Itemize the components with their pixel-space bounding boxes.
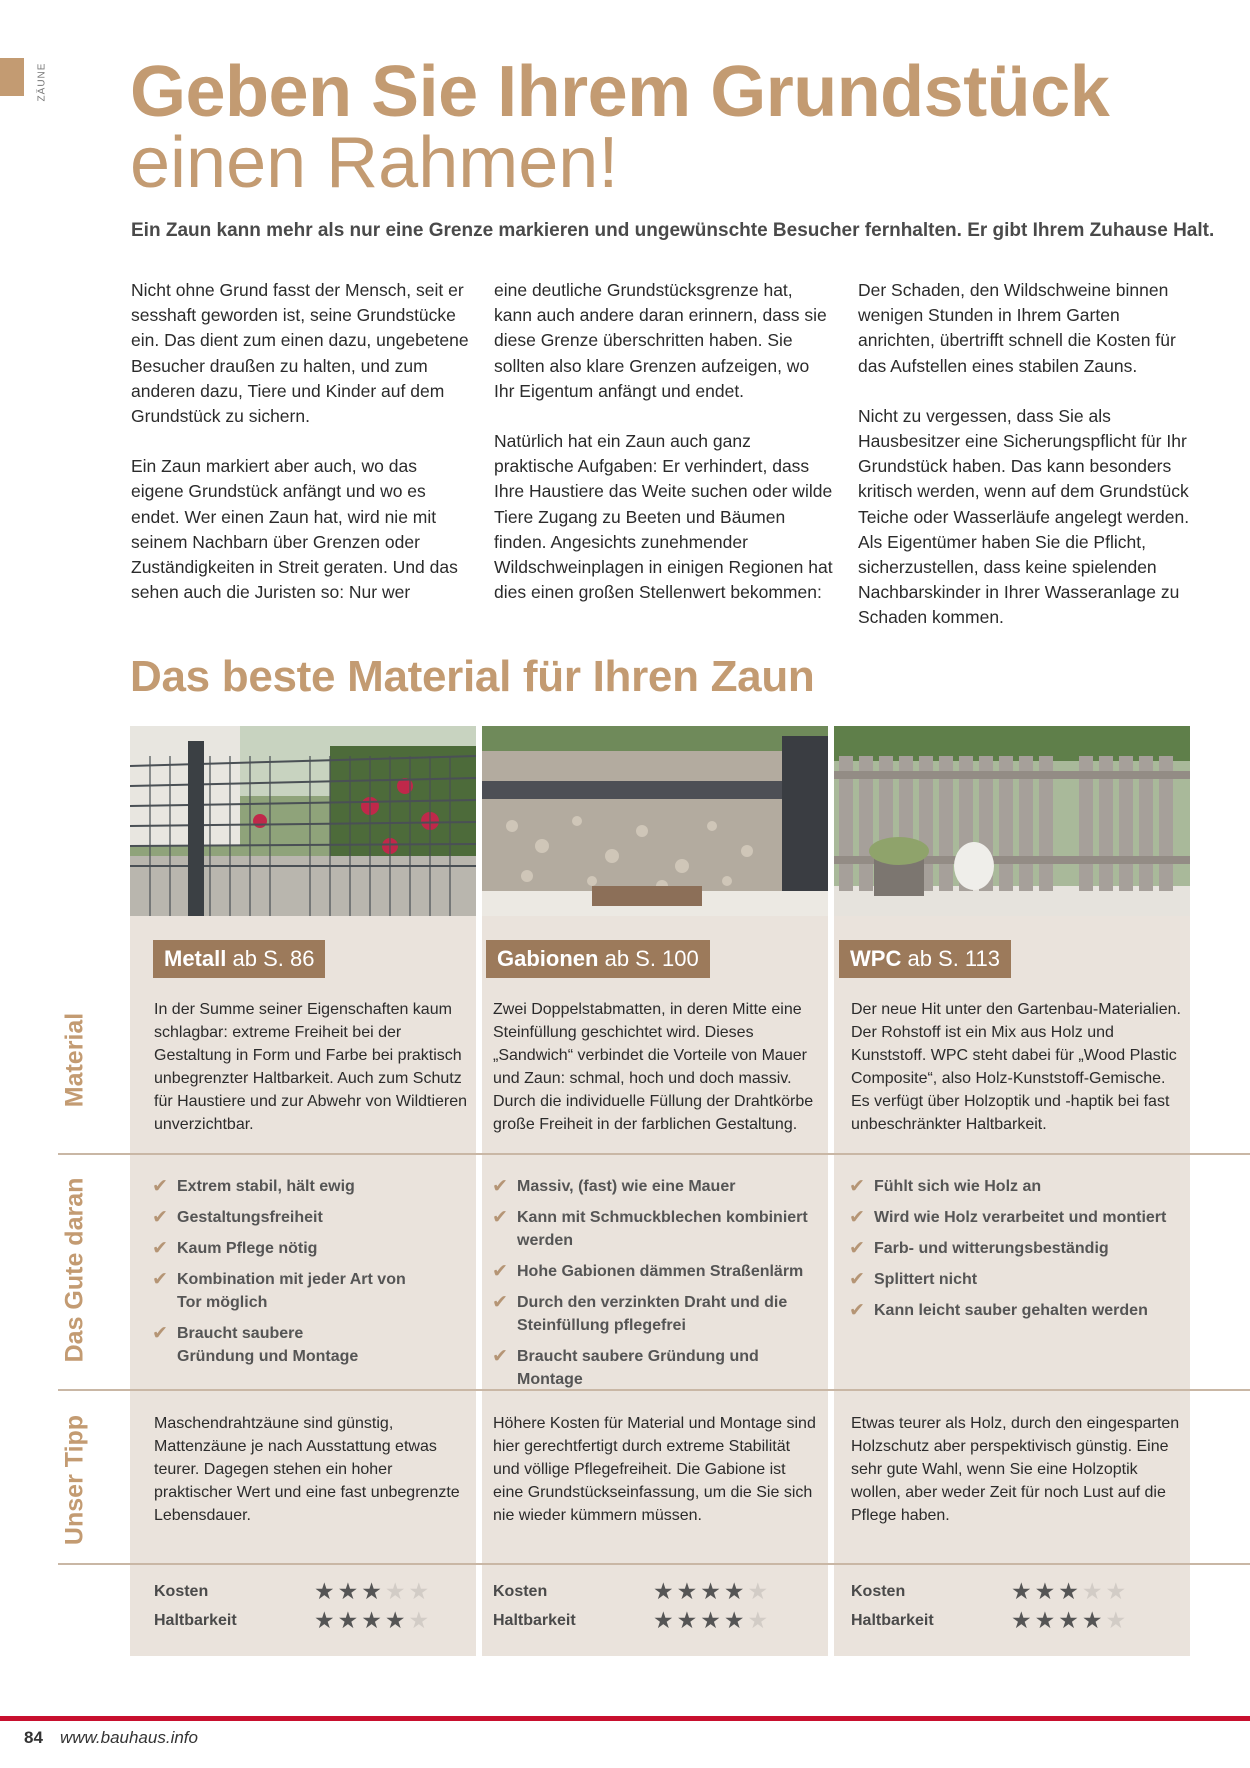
durability-label: Haltbarkeit [154, 1612, 237, 1629]
paragraph: Der Schaden, den Wildschweine binnen wenigen Stunden in Ihrem Garten anrichten, übertrifft schnell die Kosten für das Aufstellen eines stabilen Zauns. [858, 280, 1176, 376]
star-filled-icon: ★ [653, 1607, 677, 1633]
star-empty-icon: ★ [408, 1578, 433, 1604]
star-filled-icon: ★ [361, 1578, 385, 1604]
badge-name: WPC [850, 946, 902, 971]
list-item: ✔ Farb- und witterungsbeständig [849, 1238, 1109, 1259]
lead-text: Ein Zaun kann mehr als nur eine Grenze markieren und ungewünschte Besucher fernhalten. Er gibt Ihrem Zuhause Halt. [131, 220, 1215, 241]
cost-label: Kosten [493, 1583, 548, 1600]
star-filled-icon: ★ [1081, 1607, 1106, 1633]
star-filled-icon: ★ [1034, 1578, 1059, 1604]
paragraph: Nicht ohne Grund fasst der Mensch, seit er sesshaft geworden ist, seine Grundstücke ein. Das dient zum einen dazu, ungebetene Besucher draußen zu halten, und zum anderen dazu, Tiere und Kinder auf dem Grundstück zu sichern. [131, 280, 469, 427]
tip-text: Höhere Kosten für Material und Montage sind hier gerechtfertigt durch extreme Stabilität und völlige Pflegefreiheit. Die Gabione ist eine Grundstückseinfassung, um die Sie sich nie wieder kümmern müssen. [493, 1415, 816, 1524]
durability-label: Haltbarkeit [493, 1612, 576, 1629]
page-title-line2: einen Rahmen! [130, 123, 619, 203]
badge-name: Metall [164, 946, 227, 971]
list-item: ✔ Kann mit Schmuckblechen kombiniert werden [492, 1207, 808, 1249]
text-column-2 [494, 278, 834, 630]
rating-gabionen [493, 1578, 823, 1636]
star-filled-icon: ★ [314, 1578, 338, 1604]
star-filled-icon: ★ [676, 1607, 701, 1633]
cost-label: Kosten [851, 1583, 906, 1600]
page-number: 84 [24, 1728, 43, 1747]
cost-stars [653, 1578, 771, 1605]
badge-page-ref: ab S. 100 [604, 946, 699, 971]
badge-metall [153, 940, 325, 978]
list-item: ✔ Splittert nicht [849, 1269, 978, 1290]
star-filled-icon: ★ [700, 1607, 724, 1633]
badge-page-ref: ab S. 86 [232, 946, 315, 971]
row-label-tip: Unser Tipp [60, 1414, 89, 1546]
cost-stars [1011, 1578, 1129, 1605]
paragraph: Natürlich hat ein Zaun auch ganz praktische Aufgaben: Er verhindert, dass Ihre Haustiere das Weite suchen oder wilde Tiere Zugang zu Beeten und Bäumen finden. Angesichts zunehmender Wildschweinplagen in einigen Regionen hat dies einen großen Stellenwert bekommen: [494, 431, 833, 603]
star-empty-icon: ★ [1105, 1607, 1130, 1633]
paragraph: eine deutliche Grundstücksgrenze hat, kann auch andere daran erinnern, dass sie diese Grenze überschritten haben. Sie sollten also klare Grenzen aufzeigen, wo Ihr Eigentum anfängt und endet. [494, 280, 827, 401]
list-item: ✔ Braucht saubere Gründung und Montage [152, 1323, 359, 1365]
star-empty-icon: ★ [1105, 1578, 1130, 1604]
row-divider [58, 1153, 1250, 1155]
checkmark-icon: ✔ [849, 1269, 865, 1290]
checkmark-icon: ✔ [152, 1323, 168, 1344]
checkmark-icon: ✔ [849, 1207, 865, 1228]
checkmark-icon: ✔ [492, 1292, 508, 1313]
text-column-3 [858, 278, 1198, 656]
section-label: ZÄUNE [36, 62, 48, 102]
tip-text: Maschendrahtzäune sind günstig, Mattenzäune je nach Ausstattung etwas teurer. Dagegen stehen ein hoher praktischer Wert und eine fast unbegrenzte Lebensdauer. [154, 1415, 460, 1524]
list-item: ✔ Fühlt sich wie Holz an [849, 1176, 1042, 1197]
wpc-fence-photo [834, 726, 1190, 916]
page-title: Geben Sie Ihrem Grundstück [130, 52, 1110, 132]
list-item: ✔ Kann leicht sauber gehalten werden [849, 1300, 1148, 1321]
text-column-1 [131, 278, 471, 630]
list-item: ✔ Gestaltungsfreiheit [152, 1207, 323, 1228]
checkmark-icon: ✔ [152, 1238, 168, 1259]
metal-fence-photo [130, 726, 476, 916]
row-divider [58, 1563, 1250, 1565]
footer-rule [0, 1716, 1250, 1721]
star-empty-icon: ★ [747, 1607, 772, 1633]
star-filled-icon: ★ [676, 1578, 701, 1604]
row-label-material: Material [60, 1012, 89, 1108]
checkmark-icon: ✔ [152, 1176, 168, 1197]
star-filled-icon: ★ [361, 1607, 385, 1633]
row-label-pros: Das Gute daran [60, 1177, 89, 1363]
star-filled-icon: ★ [1058, 1578, 1082, 1604]
checkmark-icon: ✔ [849, 1176, 865, 1197]
durability-label: Haltbarkeit [851, 1612, 934, 1629]
checkmark-icon: ✔ [152, 1269, 168, 1290]
gabion-fence-photo [482, 726, 828, 916]
list-item: ✔ Wird wie Holz verarbeitet und montiert [849, 1207, 1167, 1228]
material-text: Der neue Hit unter den Gartenbau-Materialien. Der Rohstoff ist ein Mix aus Holz und Kunststoff. WPC steht dabei für „Wood Plastic Composite“, also Holz-Kunststoff-Gemische. Es verfügt über Holzoptik und -haptik bei fast unbeschränkter Haltbarkeit. [851, 1001, 1181, 1133]
badge-name: Gabionen [497, 946, 599, 971]
checkmark-icon: ✔ [492, 1207, 508, 1228]
section-color-tab [0, 58, 24, 96]
star-filled-icon: ★ [1058, 1607, 1082, 1633]
star-filled-icon: ★ [723, 1607, 748, 1633]
star-filled-icon: ★ [337, 1578, 362, 1604]
star-empty-icon: ★ [747, 1578, 772, 1604]
rating-wpc [851, 1578, 1181, 1636]
badge-gabionen [486, 940, 710, 978]
list-item: ✔ Extrem stabil, hält ewig [152, 1176, 355, 1197]
checkmark-icon: ✔ [849, 1300, 865, 1321]
star-empty-icon: ★ [408, 1607, 433, 1633]
material-text: Zwei Doppelstabmatten, in deren Mitte eine Steinfüllung geschichtet wird. Dieses „Sandwich“ verbindet die Vorteile von Mauer und Zaun: schmal, hoch und doch massiv. Durch die individuelle Füllung der Drahtkörbe große Freiheit in der farblichen Gestaltung. [493, 1001, 814, 1133]
star-filled-icon: ★ [314, 1607, 338, 1633]
badge-page-ref: ab S. 113 [907, 946, 1001, 971]
section-heading: Das beste Material für Ihren Zaun [130, 652, 815, 701]
list-item: ✔ Massiv, (fast) wie eine Mauer [492, 1176, 736, 1197]
cost-stars [314, 1578, 432, 1605]
star-filled-icon: ★ [384, 1607, 409, 1633]
list-item: ✔ Braucht saubere Gründung und Montage [492, 1346, 759, 1388]
checkmark-icon: ✔ [492, 1176, 508, 1197]
pros-list-metal [152, 1175, 497, 1376]
star-empty-icon: ★ [384, 1578, 409, 1604]
star-filled-icon: ★ [700, 1578, 724, 1604]
star-filled-icon: ★ [337, 1607, 362, 1633]
checkmark-icon: ✔ [492, 1346, 508, 1367]
star-filled-icon: ★ [1011, 1578, 1035, 1604]
pros-list-gabionen [492, 1175, 822, 1399]
pros-list-wpc [849, 1175, 1184, 1330]
durability-stars [1011, 1607, 1129, 1634]
footer-url[interactable]: www.bauhaus.info [60, 1728, 198, 1747]
cost-label: Kosten [154, 1583, 209, 1600]
durability-stars [653, 1607, 771, 1634]
star-filled-icon: ★ [723, 1578, 748, 1604]
paragraph: Nicht zu vergessen, dass Sie als Hausbesitzer eine Sicherungspflicht für Ihr Grundstück haben. Das kann besonders kritisch werden, wenn auf dem Grundstück Teiche oder Wasserläufe angelegt werden. Als Eigentümer haben Sie die Pflicht, sicherzustellen, dass keine spielenden Nachbarskinder in Ihrer Wasseranlage zu Schaden kommen. [858, 405, 1190, 628]
checkmark-icon: ✔ [152, 1207, 168, 1228]
rating-metal [154, 1578, 484, 1636]
star-filled-icon: ★ [1034, 1607, 1059, 1633]
star-filled-icon: ★ [653, 1578, 677, 1604]
badge-wpc [839, 940, 1011, 978]
star-filled-icon: ★ [1011, 1607, 1035, 1633]
paragraph: Ein Zaun markiert aber auch, wo das eigene Grundstück anfängt und wo es endet. Wer einen Zaun hat, wird nie mit seinem Nachbarn über Grenzen oder Zuständigkeiten in Streit geraten. Und das sehen auch die Juristen so: Nur wer [131, 456, 458, 603]
tip-text: Etwas teurer als Holz, durch den eingesparten Holzschutz aber perspektivisch günstig. Eine sehr gute Wahl, wenn Sie eine Holzoptik wollen, aber weder Zeit für noch Lust auf die Pflege haben. [851, 1415, 1180, 1524]
list-item: ✔ Kaum Pflege nötig [152, 1238, 318, 1259]
checkmark-icon: ✔ [849, 1238, 865, 1259]
list-item: ✔ Durch den verzinkten Draht und die Steinfüllung pflegefrei [492, 1292, 788, 1334]
durability-stars [314, 1607, 432, 1634]
list-item: ✔ Kombination mit jeder Art von Tor möglich [152, 1269, 406, 1311]
material-text: In der Summe seiner Eigenschaften kaum schlagbar: extreme Freiheit bei der Gestaltung in Form und Farbe bei praktisch unbegrenzter Haltbarkeit. Auch zum Schutz für Haustiere und zur Abwehr von Wildtieren unverzichtbar. [154, 1001, 468, 1133]
list-item: ✔ Hohe Gabionen dämmen Straßenlärm [492, 1261, 804, 1282]
star-empty-icon: ★ [1081, 1578, 1106, 1604]
checkmark-icon: ✔ [492, 1261, 508, 1282]
